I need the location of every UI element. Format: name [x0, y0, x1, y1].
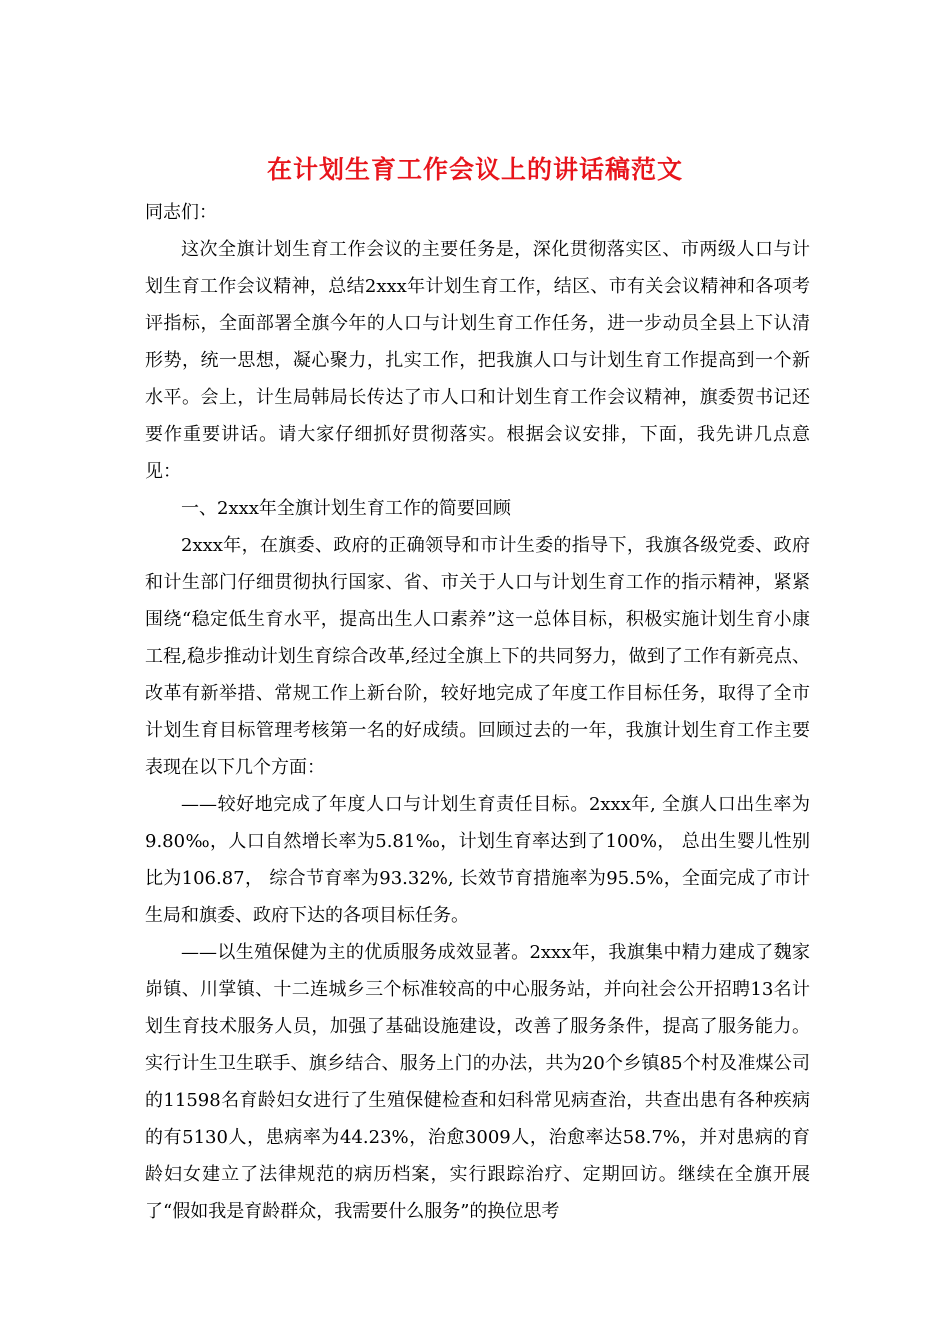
paragraph-targets: ——较好地完成了年度人口与计划生育责任目标。2xxx年, 全旗人口出生率为 9.80‰，人口自然增长率为5.81‰，计划生育率达到了100%， 总出生婴儿性别比为106.87， 综合节育率为93.32%, 长效节育措施率为95.5%，全面完成了市计生局和旗委、政府下达的各项目标任务。: [145, 794, 810, 926]
greeting: 同志们：: [145, 202, 217, 223]
section-heading-review: 一、2xxx年全旗计划生育工作的简要回顾: [181, 498, 511, 519]
paragraph-intro: 这次全旗计划生育工作会议的主要任务是，深化贯彻落实区、市两级人口与计划生育工作会议精神，总结2xxx年计划生育工作，结区、市有关会议精神和各项考评指标，全面部署全旗今年的人口与计划生育工作任务，进一步动员全县上下认清形势，统一思想，凝心聚力，扎实工作，把我旗人口与计划生育工作提高到一个新水平。会上，计生局韩局长传达了市人口和计划生育工作会议精神，旗委贺书记还要作重要讲话。请大家仔细抓好贯彻落实。根据会议安排，下面，我先讲几点意见：: [145, 239, 810, 482]
document-body: [145, 194, 810, 1230]
document-title: 在计划生育工作会议上的讲话稿范文: [266, 155, 683, 184]
paragraph-review: 2xxx年，在旗委、政府的正确领导和市计生委的指导下，我旗各级党委、政府和计生部门仔细贯彻执行国家、省、市关于人口与计划生育工作的指示精神，紧紧围绕“稳定低生育水平，提高出生人口素养”这一总体目标，积极实施计划生育小康工程,稳步推动计划生育综合改革,经过全旗上下的共同努力，做到了工作有新亮点、改革有新举措、常规工作上新台阶，较好地完成了年度工作目标任务，取得了全市计划生育目标管理考核第一名的好成绩。回顾过去的一年，我旗计划生育工作主要表现在以下几个方面：: [145, 535, 810, 778]
paragraph-services: ——以生殖保健为主的优质服务成效显著。2xxx年，我旗集中精力建成了魏家峁镇、川掌镇、十二连城乡三个标准较高的中心服务站，并向社会公开招聘13名计划生育技术服务人员，加强了基础设施建设，改善了服务条件，提高了服务能力。实行计生卫生联手、旗乡结合、服务上门的办法，共为20个乡镇85个村及准煤公司的11598名育龄妇女进行了生殖保健检查和妇科常见病查治，共查出患有各种疾病的有5130人，患病率为44.23%，治愈3009人，治愈率达58.7%，并对患病的育龄妇女建立了法律规范的病历档案，实行跟踪治疗、定期回访。继续在全旗开展了“假如我是育龄群众，我需要什么服务”的换位思考: [145, 942, 810, 1222]
